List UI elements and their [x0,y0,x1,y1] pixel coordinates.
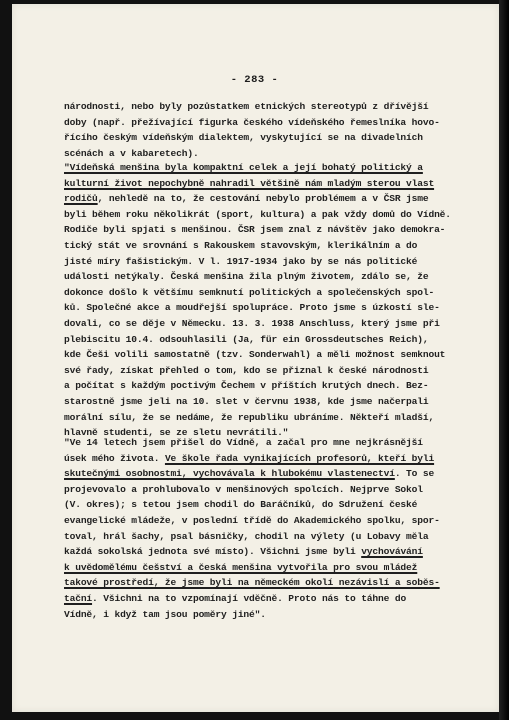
text-line [64,466,444,482]
text-segment: a počítat s každým poctivým Čechem v příštích krutých dnech. Bez- [64,380,429,392]
text-line [64,347,444,363]
underlined-text: takové prostředí, že jsme byli na německém okolí nezávislí a soběs- [64,577,440,589]
text-line [64,254,444,270]
text-segment: (V. okres); s tetou jsem chodil do Baráčníků, do Sdružení české [64,499,418,511]
underlined-text: vychovávání [361,546,423,558]
text-segment: hlavně studenti, se ze sletu nevrátili." [64,427,289,439]
text-segment: byli během roku několikrát (sport, kultura) a pak vždy domů do Vídně. [64,208,451,220]
text-segment: starostně jsme jeli na 10. slet v červnu 1938, kde jsme načerpali [64,395,429,407]
text-segment: národnosti, nebo byly pozůstatkem etnických stereotypů z dřívější [64,101,429,112]
text-line [64,378,444,394]
text-line [64,238,444,254]
text-segment: . Všichni na to vzpomínají vděčně. Proto nás to táhne do [92,592,407,604]
text-line [64,300,444,316]
text-segment: každá sokolská jednota své místo). Všichni jsme byli [64,546,362,558]
text-segment: tický stát ve srovnání s Rakouskem stavovským, klerikálním a do [64,239,418,251]
text-line [64,394,444,410]
text-line [64,207,451,223]
text-line [64,285,444,301]
paragraph-3-quote [64,435,444,622]
text-segment: morální sílu, že se nedáme, že republiku ubráníme. Někteří mladší, [64,411,435,423]
text-segment: "Ve 14 letech jsem přišel do Vídně, a začal pro mne nejkrásnější [64,437,423,448]
text-line [64,513,444,529]
text-segment: , nehledě na to, že cestování nebylo problémem a v ČSR jsme [97,193,429,205]
text-line [64,410,444,426]
text-line [64,99,444,115]
text-segment: dovali, co se děje v Německu. 13. 3. 1938 Anschluss, který jsme při [64,317,440,329]
text-segment: události netýkaly. Česká menšina žila plným životem, zdálo se, že [64,271,429,283]
underlined-text: kulturní život nepochybně nahradil většině nám mladým sterou vlast [64,177,435,189]
text-line [64,332,444,348]
text-segment: řícího českým vídeňským dialektem, vyskytující se na divadelních [64,132,423,144]
text-segment: ků. Společné akce a moudřejší spolupráce. Proto jsme s úzkostí sle- [64,302,440,314]
text-line [64,591,444,607]
underlined-text: Ve škole řada vynikajících profesorů, kteří byli [164,452,435,464]
text-segment: úsek mého života. [64,452,165,464]
text-line [64,176,444,192]
text-line [64,497,444,513]
underlined-text: tační [64,592,93,604]
text-line [64,130,444,146]
text-segment: Vídně, i když tam jsou poměry jiné". [64,608,266,620]
page-number: - 283 - [230,74,279,86]
text-line [64,160,444,176]
text-segment: evangelické mládeže, v poslední třídě do Akademického spolku, spor- [64,514,440,526]
text-line [64,191,444,207]
page-edge-shadow [499,0,509,720]
text-segment: . To se [394,468,435,480]
underlined-text: "Vídeňská menšina byla kompaktní celek a její bohatý politický a [64,162,423,173]
text-segment: scénách a v kabaretech). [64,147,199,159]
text-line [64,529,444,545]
text-segment: Rodiče byli spjati s menšinou. ČSR jsem znal z návštěv jako demokra- [64,224,446,236]
text-line [64,222,444,238]
text-segment: kde Češi volili samostatně (tzv. Sonderwahl) a měli možnost semknout [64,349,446,361]
paragraph-2-quote [64,160,451,441]
paragraph-1 [64,99,444,161]
text-segment: plebiscitu 10.4. odsouhlasili (Ja, für ein Grossdeutsches Reich), [64,333,429,345]
text-line [64,363,444,379]
text-segment: své řady, získat přehled o tom, kdo se přiznal k české národnosti [64,364,429,376]
underlined-text: k uvědomělému češství a česká menšina vytvořila pro svou mládež [64,561,418,573]
text-line [64,544,444,560]
text-segment: toval, hrál šachy, psal básničky, chodil na výlety (u Lobavy měla [64,530,429,542]
underlined-text: skutečnými osobnostmi, vychovávala k hlubokému vlastenectví [64,468,395,480]
text-segment: doby (např. přežívající figurka českého vídeňského řemeslníka hovo- [64,116,440,128]
text-line [64,115,444,131]
underlined-text: rodičů [64,193,98,205]
text-line [64,435,444,451]
text-line [64,575,444,591]
text-line [64,316,444,332]
text-line [64,560,444,576]
text-line [64,482,444,498]
text-segment: dokonce došlo k většímu semknutí politických a společenských spol- [64,286,435,298]
text-segment: jisté míry fašistickým. V l. 1917-1934 jako by se nás politické [64,255,418,267]
text-segment: projevovalo a prohlubovalo v menšinových spolcích. Nejprve Sokol [64,483,423,495]
text-line [64,451,444,467]
text-line [64,607,444,623]
text-line [64,269,444,285]
